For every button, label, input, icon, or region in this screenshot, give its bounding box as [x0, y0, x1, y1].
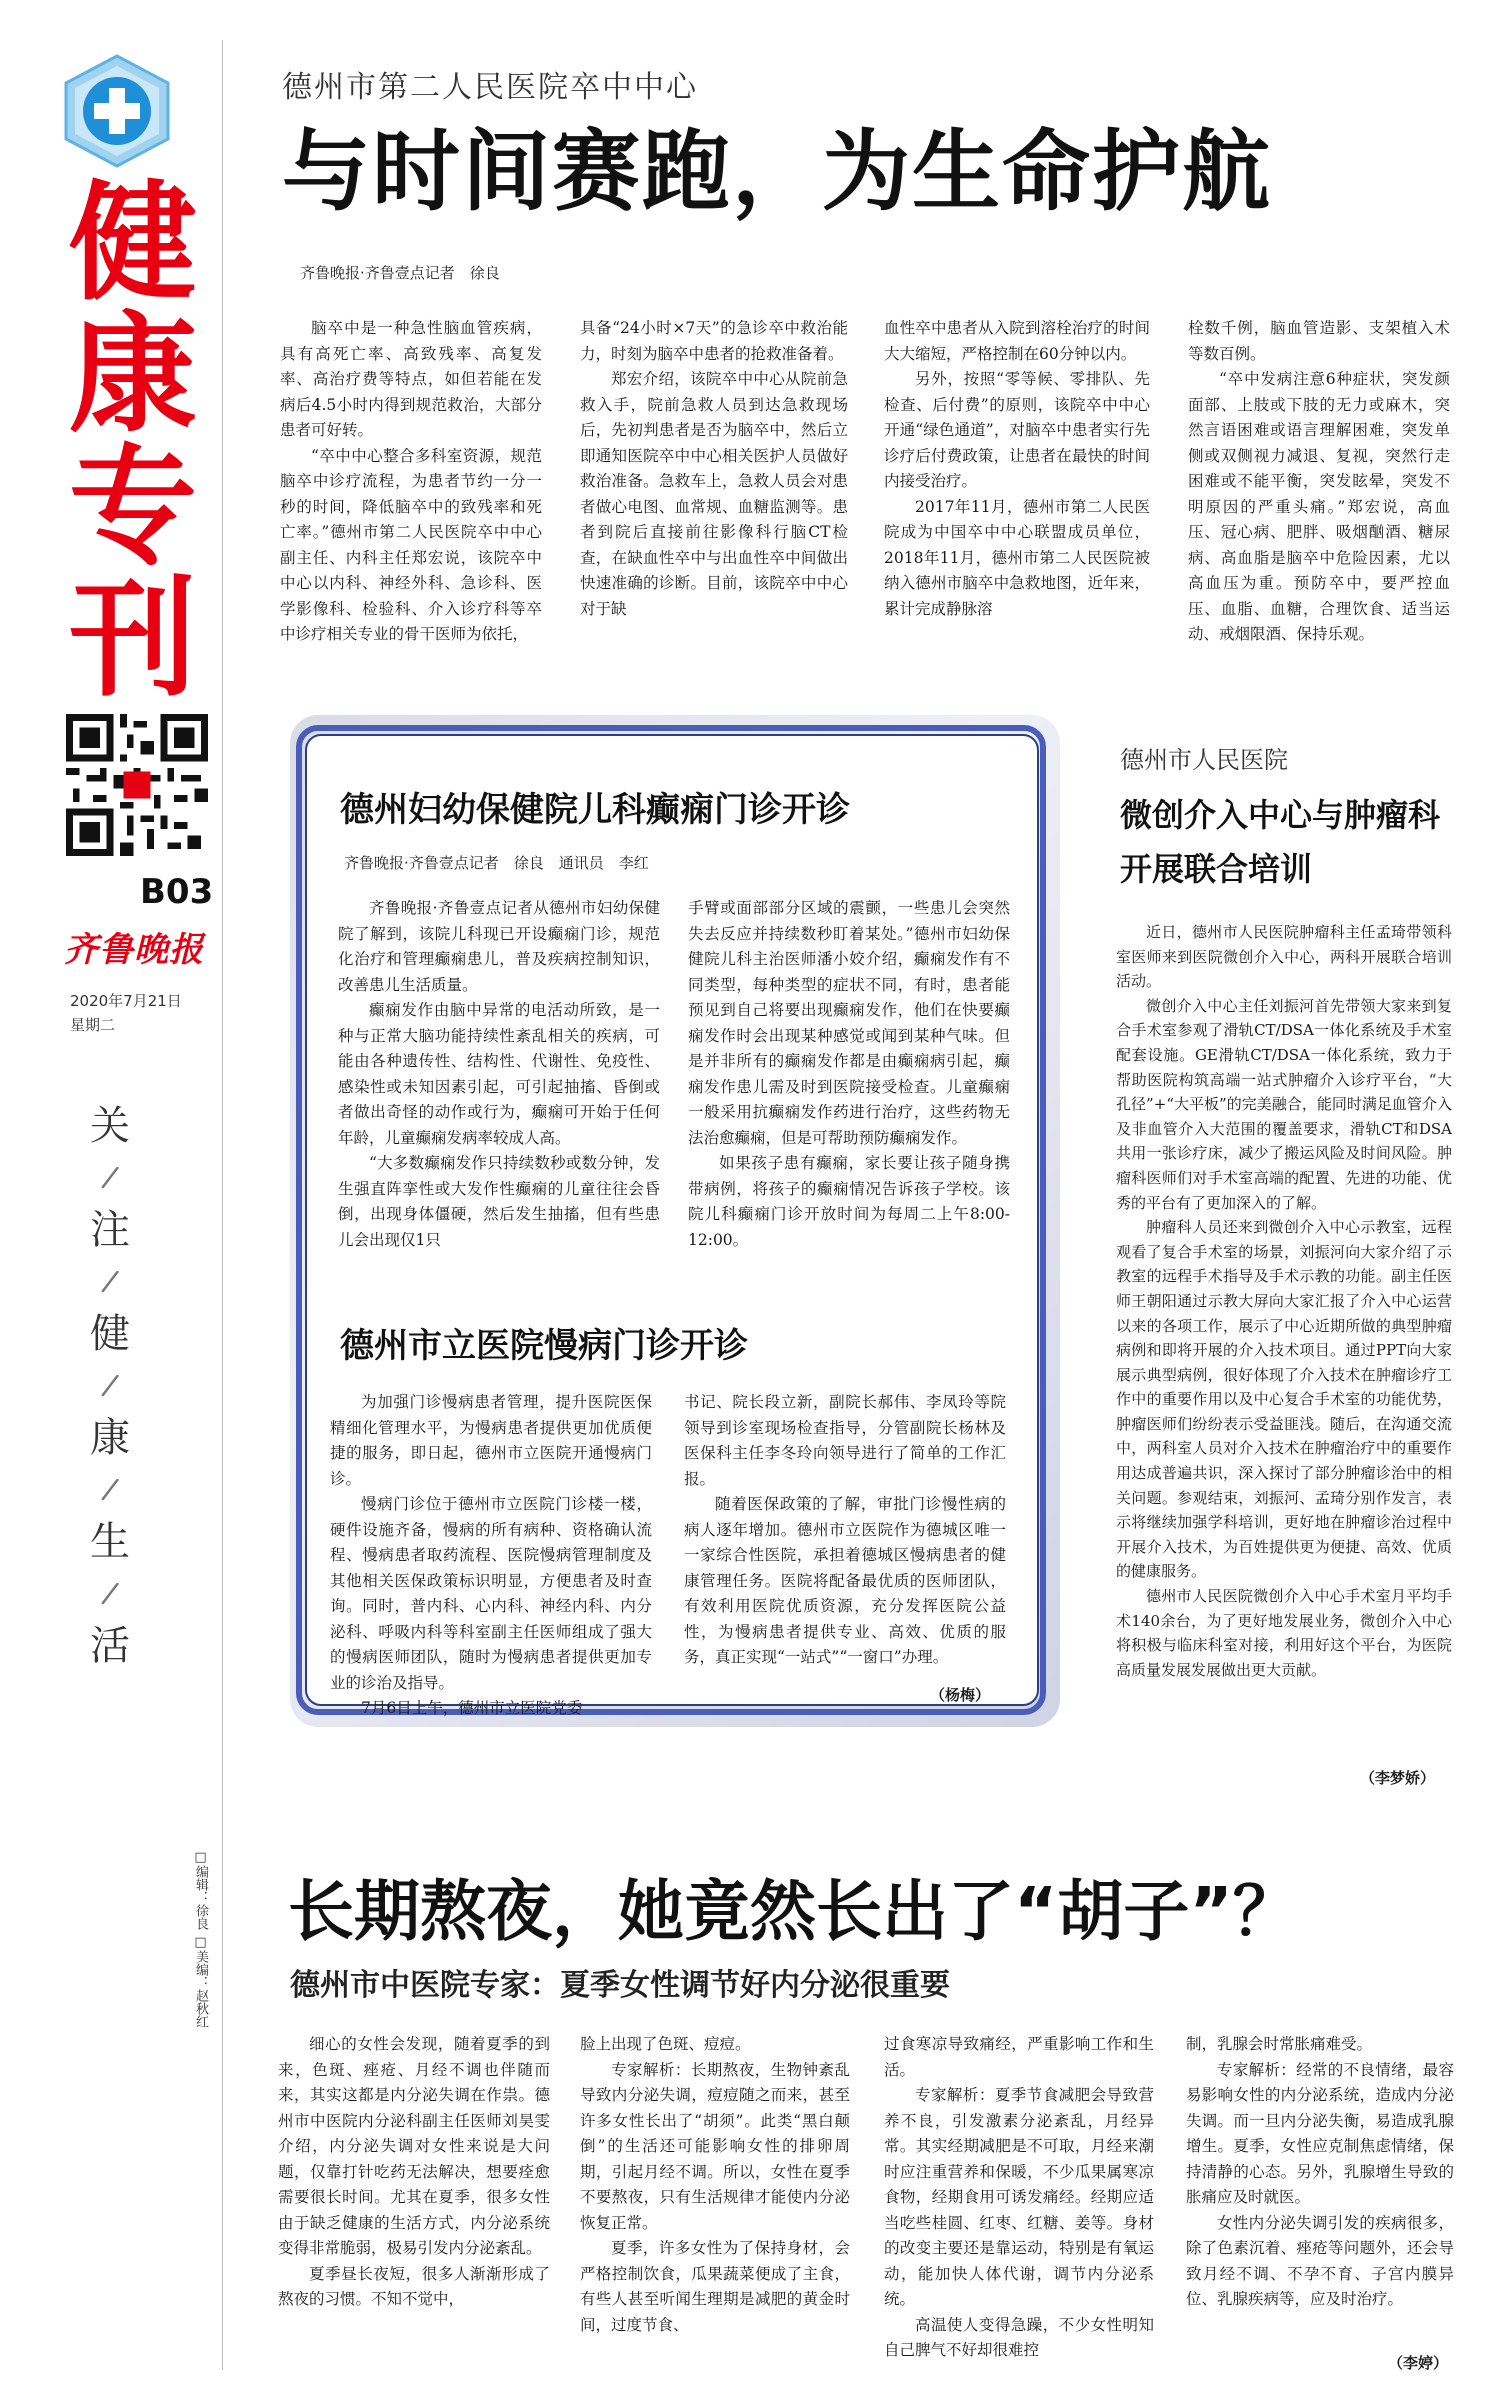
paragraph: “大多数癫痫发作只持续数秒或数分钟，发生强直阵挛性或大发作性癫痫的儿童往往会昏倒，出现身体僵硬，然后发生抽搐，但有些患儿会出现仅1只	[338, 1154, 660, 1249]
article1-col2	[580, 316, 848, 656]
motto-char: 活	[90, 1623, 130, 1669]
paragraph: 夏季昼长夜短，很多人渐渐形成了熬夜的习惯。不知不觉中，	[278, 2264, 550, 2308]
paragraph: 专家解析：经常的不良情绪，最容易影响女性的内分泌系统，造成内分泌失调。而一旦内分泌失衡，易造成乳腺增生。夏季，女性应克制焦虑情绪，保持清静的心态。另外，乳腺增生导致的胀痛应及时就医。	[1186, 2060, 1454, 2206]
issue-weekday: 星期二	[70, 1016, 116, 1034]
paragraph: 具备“24小时×7天”的急诊卒中救治能力，时刻为脑卒中患者的抢救准备着。	[580, 319, 848, 363]
paragraph: 近日，德州市人民医院肿瘤科主任孟琦带领科室医师来到医院微创介入中心，两科开展联合培训活动。	[1116, 923, 1452, 991]
motto-char: 健	[90, 1311, 130, 1357]
paragraph: 随着医保政策的了解，审批门诊慢性病的病人逐年增加。德州市立医院作为德城区唯一一家综合性医院，承担着德城区慢病患者的健康管理任务。医院将配备最优质的医师团队，有效利用医院优质资源，充分发挥医院公益性，为慢病患者提供专业、高效、优质的服务，真正实现“一站式”“一窗口”办理。	[684, 1495, 1006, 1666]
title-char: 康	[68, 301, 197, 450]
article1-col4	[1188, 316, 1450, 656]
article5-subhead: 德州市中医院专家：夏季女性调节好内分泌很重要	[290, 1968, 950, 2003]
motto-char: 生	[90, 1519, 130, 1565]
paragraph: “卒中发病注意6种症状，突发颜面部、上肢或下肢的无力或麻木，突然言语困难或语言理解困难，突发单侧或双侧视力减退、复视，突然行走困难或不能平衡，突发眩晕，突发不明原因的严重头痛。”郑宏说，高血压、冠心病、肥胖、吸烟酗酒、糖尿病、高血脂是脑卒中危险因素，尤以高血压为重。预防卒中，要严控血压、血脂、血糖，合理饮食、适当运动、戒烟限酒、保持乐观。	[1188, 370, 1450, 643]
article3-signature: （杨梅）	[930, 1686, 991, 1704]
paragraph: 栓数千例，脑血管造影、支架植入术等数百例。	[1188, 319, 1450, 363]
article5-signature: （李婷）	[1388, 2354, 1449, 2372]
article5-col4	[1186, 2032, 1454, 2352]
article4-headline-1: 微创介入中心与肿瘤科	[1120, 796, 1441, 834]
motto-vertical: 关 / 注 / 健 / 康 / 生 / 活	[80, 1100, 140, 1672]
article3-col1	[330, 1390, 652, 1717]
paragraph: 女性内分泌失调引发的疾病很多，除了色素沉着、痤疮等问题外，还会导致月经不调、不孕不育、子宫内膜异位、乳腺疾病等，应及时治疗。	[1186, 2213, 1454, 2308]
newspaper-logo: 齐鲁晚报	[64, 930, 204, 970]
article1-byline: 齐鲁晚报·齐鲁壹点记者 徐良	[300, 264, 500, 282]
article4-signature: （李梦娇）	[1360, 1769, 1436, 1787]
article4-headline-2: 开展联合培训	[1120, 850, 1313, 888]
article1-col1	[280, 316, 542, 656]
article5-col1	[278, 2032, 550, 2372]
paragraph: 手臂或面部部分区域的震颤，一些患儿会突然失去反应并持续数秒盯着某处。”德州市妇幼保健院儿科主治医师潘小姣介绍，癫痫发作有不同类型，每种类型的症状不同，有时，患者能预见到自己将要出现癫痫发作，他们在快要癫痫发作时会出现某种感觉或闻到某种气味。但是并非所有的癫痫发作都是由癫痫病引起，癫痫发作患儿需及时到医院接受检查。儿童癫痫一般采用抗癫痫发作药进行治疗，这些药物无法治愈癫痫，但是可帮助预防癫痫发作。	[688, 899, 1010, 1147]
article5-col3	[884, 2032, 1154, 2372]
paragraph: 高温使人变得急躁，不少女性明知自己脾气不好却很难控	[884, 2315, 1154, 2359]
article1-headline: 与时间赛跑，为生命护航	[282, 120, 1273, 223]
paragraph: 过食寒凉导致痛经，严重影响工作和生活。	[884, 2035, 1154, 2079]
article3-col2	[684, 1390, 1006, 1666]
paragraph: 郑宏介绍，该院卒中中心从院前急救入手，院前急救人员到达急救现场后，先初判患者是否为脑卒中，然后立即通知医院卒中中心相关医护人员做好救治准备。急救车上，急救人员会对患者做心电图、血常规、血糖监测等。患者到院后直接前往影像科行脑CT检查，在缺血性卒中与出血性卒中间做出快速准确的诊断。目前，该院卒中中心对于缺	[580, 370, 848, 618]
paragraph: 肿瘤科人员还来到微创介入中心示教室，远程观看了复合手术室的场景，刘振河向大家介绍了示教室的远程手术指导及手术示教的功能。副主任医师王朝阳通过示教大屏向大家汇报了介入中心运营以来的各项工作，展示了中心近期所做的典型肿瘤病例和即将开展的介入技术项目。通过PPT向大家展示典型病例，很好体现了介入技术在肿瘤诊疗工作中的重要作用以及中心复合手术室的功能优势，肿瘤医师们纷纷表示受益匪浅。随后，在沟通交流中，两科室人员对介入技术在肿瘤治疗中的重要作用达成普遍共识，深入探讨了部分肿瘤诊治中的相关问题。参观结束，刘振河、孟琦分别作发言，表示将继续加强学科培训，更好地在肿瘤诊治过程中开展介入技术，为百姓提供更为便捷、高效、优质的健康服务。	[1116, 1218, 1452, 1581]
paragraph: 脸上出现了色斑、痘痘。	[580, 2035, 751, 2053]
motto-char: 康	[90, 1415, 130, 1461]
health-cross-logo	[60, 54, 174, 168]
issue-date: 2020年7月21日	[70, 992, 182, 1010]
paragraph: 专家解析：长期熬夜，生物钟紊乱导致内分泌失调，痘痘随之而来，甚至许多女性长出了“胡须”。此类“黑白颠倒”的生活还可能影响女性的排卵周期，引起月经不调。所以，女性在夏季不要熬夜，只有生活规律才能使内分泌恢复正常。	[580, 2060, 850, 2232]
article1-kicker: 德州市第二人民医院卒中中心	[282, 70, 698, 105]
section-title-health	[58, 169, 208, 714]
paragraph: “卒中中心整合多科室资源，规范脑卒中诊疗流程，为患者节约一分一秒的时间，降低脑卒中的致残率和死亡率。”德州市第二人民医院卒中中心副主任、内科主任郑宏说，该院卒中中心以内科、神经外科、急诊科、医学影像科、检验科、介入诊疗科等卒中诊疗相关专业的骨干医师为依托，	[280, 446, 542, 643]
paragraph: 夏季，许多女性为了保持身材，会严格控制饮食，瓜果蔬菜便成了主食，有些人甚至听闻生理期是减肥的黄金时间，过度节食、	[580, 2239, 850, 2334]
article4-kicker: 德州市人民医院	[1120, 746, 1288, 774]
designer-line: □美编：赵秋红	[193, 1935, 208, 2028]
article5-headline: 长期熬夜，她竟然长出了“胡子”？	[288, 1873, 1299, 1950]
article2-headline: 德州妇幼保健院儿科癫痫门诊开诊	[340, 790, 850, 830]
paragraph: 慢病门诊位于德州市立医院门诊楼一楼，硬件设施齐备，慢病的所有病种、资格确认流程、慢病患者取药流程、医院慢病管理制度及其他相关医保政策标识明显，方便患者及时查询。同时，普内科、心内科、神经内科、内分泌科、呼吸内科等科室副主任医师组成了强大的慢病医师团队，随时为慢病患者提供更加专业的诊治及指导。	[330, 1495, 652, 1692]
paragraph: 2017年11月，德州市第二人民医院成为中国卒中中心联盟成员单位，2018年11月，德州市第二人民医院被纳入德州市脑卒中急救地图，近年来，累计完成静脉溶	[884, 497, 1150, 618]
title-char: 健	[68, 169, 197, 318]
paragraph: 德州市人民医院微创介入中心手术室月平均手术140余台，为了更好地发展业务，微创介入中心将积极与临床科室对接，利用好这个平台，为医院高质量发展发展做出更大贡献。	[1116, 1587, 1452, 1679]
paragraph: 7月6日上午，德州市立医院党委	[361, 1699, 583, 1717]
article5-col2	[580, 2032, 850, 2372]
title-char: 专	[68, 433, 197, 582]
paragraph: 制，乳腺会时常胀痛难受。	[1186, 2035, 1373, 2053]
paragraph: 脑卒中是一种急性脑血管疾病，具有高死亡率、高致残率、高复发率、高治疗费等特点，如但若能在发病后4.5小时内得到规范救治，大部分患者可好转。	[280, 319, 542, 439]
qr-code[interactable]	[66, 714, 208, 856]
paragraph: 专家解析：夏季节食减肥会导致营养不良，引发激素分泌紊乱，月经异常。其实经期减肥是不可取，月经来潮时应注重营养和保暖，不少瓜果属寒凉食物，经期食用可诱发痛经。经期应适当吃些桂圆、红枣、红糖、姜等。身材的改变主要还是靠运动，特别是有氧运动，能加快人体代谢，调节内分泌系统。	[884, 2086, 1154, 2308]
qr-code-icon	[66, 714, 208, 856]
paragraph: 血性卒中患者从入院到溶栓治疗的时间大大缩短，严格控制在60分钟以内。	[884, 319, 1150, 363]
paragraph: 微创介入中心主任刘振河首先带领大家来到复合手术室参观了滑轨CT/DSA一体化系统及手术室配套设施。GE滑轨CT/DSA一体化系统，致力于帮助医院构筑高端一站式肿瘤介入诊疗平台，“大孔径”+“大平板”的完美融合，能同时满足血管介入及非血管介入大范围的覆盖要求，滑轨CT和DSA共用一张诊疗床，减少了搬运风险及时间风险。肿瘤科医师们对手术室高端的配置、先进的功能、优秀的平台有了更加深入的了解。	[1116, 996, 1452, 1212]
designer-credit	[192, 1935, 214, 2028]
paragraph: 齐鲁晚报·齐鲁壹点记者从德州市妇幼保健院了解到，该院儿科现已开设癫痫门诊，规范化治疗和管理癫痫患儿，普及疾病控制知识，改善患儿生活质量。	[338, 899, 660, 994]
title-char: 刊	[68, 565, 197, 714]
motto-char: 注	[90, 1207, 130, 1253]
article2-byline: 齐鲁晚报·齐鲁壹点记者 徐良 通讯员 李红	[344, 854, 649, 872]
page-code: B03	[140, 872, 214, 912]
paragraph: 细心的女性会发现，随着夏季的到来，色斑、痤疮、月经不调也伴随而来，其实这都是内分泌失调在作祟。德州市中医院内分泌科副主任医师刘昊雯介绍，内分泌失调对女性来说是大问题，仅靠打针吃药无法解决，想要痊愈需要很长时间。尤其在夏季，很多女性由于缺乏健康的生活方式，内分泌系统变得非常脆弱，极易引发内分泌紊乱。	[278, 2035, 550, 2257]
article2-col1	[338, 896, 660, 1276]
article4-body	[1116, 920, 1452, 1790]
editor-line: □编辑：徐良	[193, 1850, 208, 1930]
paragraph: 另外，按照“零等候、零排队、先检查、后付费”的原则，该院卒中中心开通“绿色通道”，对脑卒中患者实行先诊疗后付费政策，让患者在最快的时间内接受治疗。	[884, 370, 1150, 490]
motto-char: 关	[90, 1103, 130, 1149]
paragraph: 癫痫发作由脑中异常的电活动所致，是一种与正常大脑功能持续性紊乱相关的疾病，可能由各种遗传性、结构性、代谢性、免疫性、感染性或未知因素引起，可引起抽搐、昏倒或者做出奇怪的动作或行为，癫痫可开始于任何年龄，儿童癫痫发病率较成人高。	[338, 1001, 660, 1147]
hexagon-cross-icon	[60, 54, 174, 168]
article2-col2	[688, 896, 1010, 1276]
sidebar-divider	[222, 40, 223, 2370]
paragraph: 如果孩子患有癫痫，家长要让孩子随身携带病例，将孩子的癫痫情况告诉孩子学校。该院儿科癫痫门诊开放时间为每周二上午8:00-12:00。	[688, 1154, 1010, 1249]
paragraph: 书记、院长段立新，副院长郝伟、李凤玲等院领导到诊室现场检查指导，分管副院长杨林及医保科主任李冬玲向领导进行了简单的工作汇报。	[684, 1393, 1006, 1488]
article1-col3	[884, 316, 1150, 656]
editor-credit	[192, 1850, 214, 1930]
article3-headline: 德州市立医院慢病门诊开诊	[340, 1326, 748, 1366]
paragraph: 为加强门诊慢病患者管理，提升医院医保精细化管理水平，为慢病患者提供更加优质便捷的服务，即日起，德州市立医院开通慢病门诊。	[330, 1393, 652, 1488]
